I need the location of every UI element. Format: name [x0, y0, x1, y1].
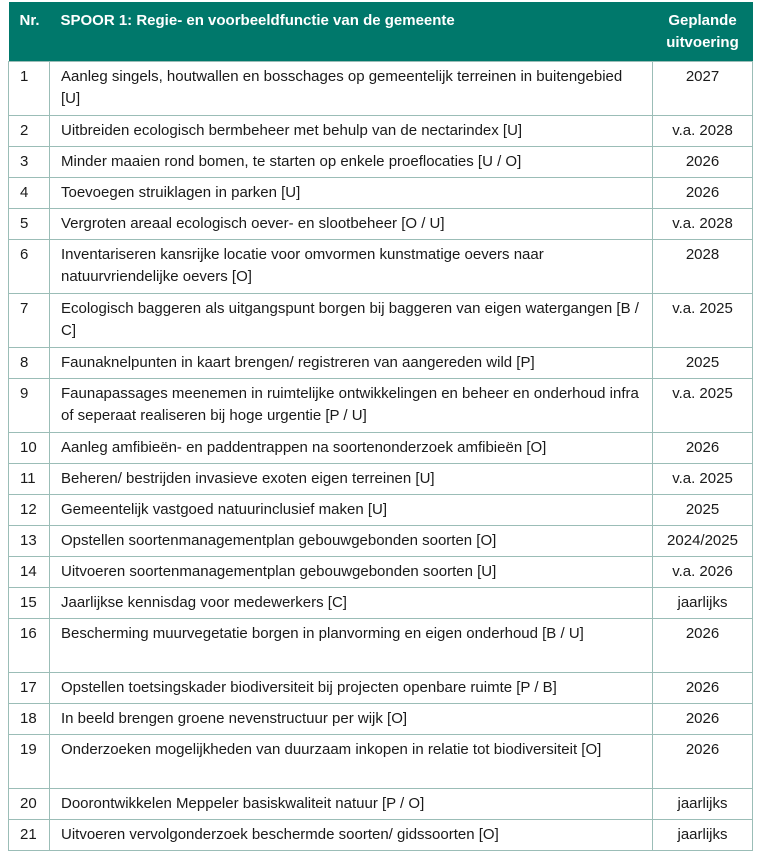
row-number: 19 — [9, 735, 50, 789]
row-description: Beheren/ bestrijden invasieve exoten eigen terreinen [U] — [50, 464, 653, 495]
row-number: 2 — [9, 116, 50, 147]
row-planned-date: v.a. 2026 — [653, 557, 753, 588]
table-row — [9, 673, 753, 704]
header-planned-line1: Geplande — [668, 12, 737, 29]
row-description: Opstellen toetsingskader biodiversiteit bij projecten openbare ruimte [P / B] — [50, 673, 653, 704]
table-row — [9, 464, 753, 495]
row-number: 10 — [9, 433, 50, 464]
measures-table — [8, 2, 753, 851]
table-row — [9, 147, 753, 178]
table-row — [9, 379, 753, 433]
row-planned-date: v.a. 2028 — [653, 209, 753, 240]
table-body — [9, 62, 753, 851]
row-planned-date: 2024/2025 — [653, 526, 753, 557]
row-description: Aanleg singels, houtwallen en bosschages op gemeentelijk terreinen in buitengebied [U] — [50, 62, 653, 116]
row-number: 17 — [9, 673, 50, 704]
table-row — [9, 557, 753, 588]
row-description: Vergroten areaal ecologisch oever- en slootbeheer [O / U] — [50, 209, 653, 240]
table-row — [9, 116, 753, 147]
table-row — [9, 240, 753, 294]
row-number: 3 — [9, 147, 50, 178]
row-number: 1 — [9, 62, 50, 116]
row-number: 14 — [9, 557, 50, 588]
row-number: 20 — [9, 789, 50, 820]
row-planned-date: 2026 — [653, 673, 753, 704]
row-description: Jaarlijkse kennisdag voor medewerkers [C] — [50, 588, 653, 619]
row-description: Faunaknelpunten in kaart brengen/ registreren van aangereden wild [P] — [50, 348, 653, 379]
row-planned-date: v.a. 2028 — [653, 116, 753, 147]
row-planned-date: 2026 — [653, 433, 753, 464]
row-number: 18 — [9, 704, 50, 735]
row-description: Aanleg amfibieën- en paddentrappen na soortenonderzoek amfibieën [O] — [50, 433, 653, 464]
row-planned-date: 2025 — [653, 348, 753, 379]
row-planned-date: v.a. 2025 — [653, 294, 753, 348]
row-description: Uitbreiden ecologisch bermbeheer met behulp van de nectarindex [U] — [50, 116, 653, 147]
row-planned-date: 2026 — [653, 178, 753, 209]
row-planned-date: 2027 — [653, 62, 753, 116]
table-header — [9, 2, 753, 62]
row-planned-date: v.a. 2025 — [653, 464, 753, 495]
row-number: 4 — [9, 178, 50, 209]
table-row — [9, 348, 753, 379]
table-row — [9, 820, 753, 851]
row-description: Faunapassages meenemen in ruimtelijke ontwikkelingen en beheer en onderhoud infra of seperaat realiseren bij hoge urgentie [P / U] — [50, 379, 653, 433]
row-description: Bescherming muurvegetatie borgen in planvorming en eigen onderhoud [B / U] — [50, 619, 653, 673]
row-planned-date: 2026 — [653, 704, 753, 735]
row-description: Minder maaien rond bomen, te starten op enkele proeflocaties [U / O] — [50, 147, 653, 178]
row-planned-date: 2028 — [653, 240, 753, 294]
row-number: 6 — [9, 240, 50, 294]
row-planned-date: 2025 — [653, 495, 753, 526]
table-row — [9, 178, 753, 209]
row-number: 9 — [9, 379, 50, 433]
row-number: 13 — [9, 526, 50, 557]
row-planned-date: jaarlijks — [653, 820, 753, 851]
table-row — [9, 294, 753, 348]
row-number: 15 — [9, 588, 50, 619]
row-planned-date: 2026 — [653, 619, 753, 673]
row-description: Opstellen soortenmanagementplan gebouwgebonden soorten [O] — [50, 526, 653, 557]
table-row — [9, 789, 753, 820]
row-number: 11 — [9, 464, 50, 495]
row-number: 7 — [9, 294, 50, 348]
row-description: Toevoegen struiklagen in parken [U] — [50, 178, 653, 209]
row-planned-date: v.a. 2025 — [653, 379, 753, 433]
row-number: 12 — [9, 495, 50, 526]
row-description: Onderzoeken mogelijkheden van duurzaam inkopen in relatie tot biodiversiteit [O] — [50, 735, 653, 789]
table-row — [9, 704, 753, 735]
row-number: 21 — [9, 820, 50, 851]
header-title: SPOOR 1: Regie- en voorbeeldfunctie van de gemeente — [50, 2, 653, 62]
row-number: 5 — [9, 209, 50, 240]
row-number: 16 — [9, 619, 50, 673]
table-row — [9, 433, 753, 464]
table-row — [9, 495, 753, 526]
table-row — [9, 588, 753, 619]
row-description: In beeld brengen groene nevenstructuur per wijk [O] — [50, 704, 653, 735]
header-planned-line2: uitvoering — [666, 34, 739, 51]
row-description: Uitvoeren vervolgonderzoek beschermde soorten/ gidssoorten [O] — [50, 820, 653, 851]
header-row — [9, 2, 753, 62]
row-description: Ecologisch baggeren als uitgangspunt borgen bij baggeren van eigen watergangen [B / C] — [50, 294, 653, 348]
row-description: Inventariseren kansrijke locatie voor omvormen kunstmatige oevers naar natuurvriendelijke oevers [O] — [50, 240, 653, 294]
table-row — [9, 619, 753, 673]
header-nr: Nr. — [9, 2, 50, 62]
row-description: Gemeentelijk vastgoed natuurinclusief maken [U] — [50, 495, 653, 526]
row-planned-date: jaarlijks — [653, 588, 753, 619]
header-planned — [653, 2, 753, 62]
row-planned-date: jaarlijks — [653, 789, 753, 820]
row-description: Uitvoeren soortenmanagementplan gebouwgebonden soorten [U] — [50, 557, 653, 588]
table-row — [9, 735, 753, 789]
table-row — [9, 209, 753, 240]
row-description: Doorontwikkelen Meppeler basiskwaliteit natuur [P / O] — [50, 789, 653, 820]
row-number: 8 — [9, 348, 50, 379]
table-row — [9, 62, 753, 116]
table-row — [9, 526, 753, 557]
row-planned-date: 2026 — [653, 735, 753, 789]
row-planned-date: 2026 — [653, 147, 753, 178]
